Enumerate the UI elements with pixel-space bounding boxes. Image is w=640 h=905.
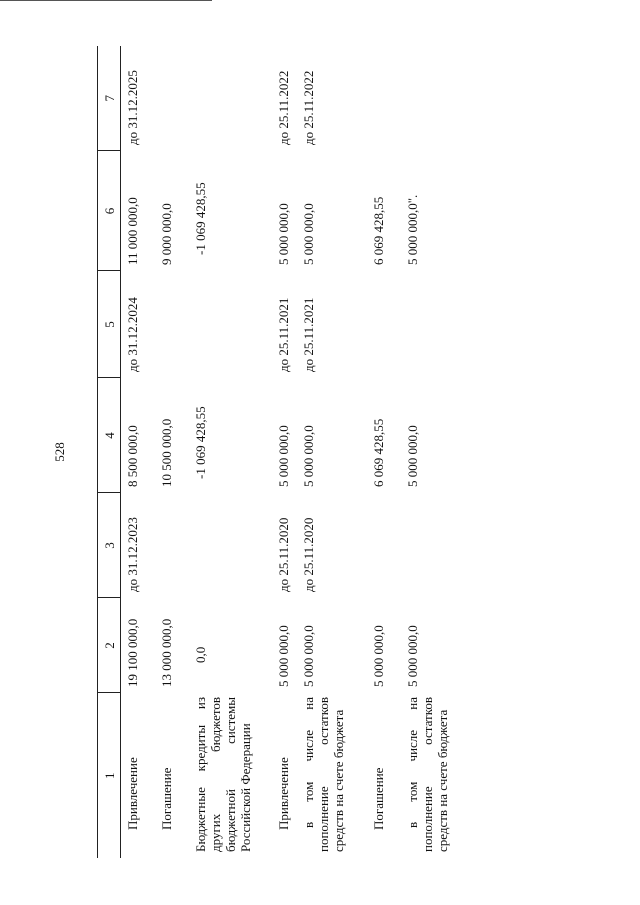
row-label: в том числе на пополнение остатков средств на счете бюджета	[404, 697, 450, 852]
table-cell: -1 069 428,55	[192, 406, 208, 479]
table-cell: 11 000 000,0	[125, 197, 140, 265]
table-row	[297, 46, 359, 858]
row-label: Бюджетные кредиты из других бюджетов бюджетной системы Российской Федерации	[192, 697, 253, 852]
column-header: 6	[98, 151, 121, 271]
table-cell: 19 100 000,0	[125, 618, 140, 687]
table-cell: 5 000 000,0	[300, 625, 316, 687]
table-cell: до 25.11.2020	[300, 517, 316, 592]
table-cell: до 25.11.2021	[275, 297, 291, 372]
table-cell	[155, 493, 189, 598]
row-label: Погашение	[158, 767, 174, 830]
column-header: 4	[98, 378, 121, 493]
column-header: 2	[98, 598, 121, 693]
rotated-table-container	[97, 46, 459, 858]
table-cell	[359, 493, 401, 598]
row-label: в том числе на пополнение остатков средств на счете бюджета	[300, 697, 346, 852]
table-cell: 8 500 000,0	[125, 425, 140, 487]
table-cell: 10 500 000,0	[158, 418, 174, 487]
table-cell: до 31.12.2023	[125, 517, 140, 592]
table-cell	[401, 46, 463, 151]
table-row	[155, 46, 189, 858]
table-cell: 5 000 000,0".	[404, 194, 420, 265]
column-header: 7	[98, 46, 121, 151]
table-cell: до 31.12.2025	[125, 70, 140, 145]
table-cell: 5 000 000,0	[404, 625, 420, 687]
table-cell	[189, 493, 259, 598]
table-cell	[401, 271, 463, 378]
table-cell: до 31.12.2024	[125, 297, 140, 372]
table-header-row	[98, 46, 121, 858]
table-cell: 13 000 000,0	[158, 618, 174, 687]
column-header: 5	[98, 271, 121, 378]
column-header: 3	[98, 493, 121, 598]
table-row	[121, 46, 155, 858]
table-cell: 5 000 000,0	[371, 625, 386, 687]
table-cell	[155, 46, 189, 151]
table-cell: до 25.11.2022	[275, 70, 291, 145]
table-row	[259, 46, 297, 858]
table-cell	[155, 271, 189, 378]
top-rule	[0, 0, 212, 1]
table-cell: 5 000 000,0	[275, 425, 291, 487]
table-cell: 5 000 000,0	[300, 425, 316, 487]
table-cell	[359, 46, 401, 151]
table-cell: до 25.11.2021	[300, 297, 316, 372]
table-row	[359, 46, 401, 858]
table-cell: до 25.11.2022	[300, 70, 316, 145]
table-cell: 5 000 000,0	[404, 425, 420, 487]
budget-table	[97, 46, 463, 858]
table-cell: 5 000 000,0	[275, 203, 291, 265]
row-label: Погашение	[371, 767, 386, 830]
table-row	[401, 46, 463, 858]
table-cell	[189, 46, 259, 151]
table-cell: -1 069 428,55	[192, 182, 208, 255]
column-header: 1	[98, 693, 121, 858]
table-cell	[401, 493, 463, 598]
table-cell: 5 000 000,0	[275, 625, 291, 687]
table-cell: 6 069 428,55	[371, 196, 386, 265]
table-cell: 5 000 000,0	[300, 203, 316, 265]
row-label: Привлечение	[275, 757, 291, 830]
table-row	[189, 46, 259, 858]
table-cell: 0,0	[192, 646, 208, 663]
table-cell: 6 069 428,55	[371, 418, 386, 487]
table-cell: 9 000 000,0	[158, 203, 174, 265]
table-cell	[359, 271, 401, 378]
page-number: 528	[52, 442, 67, 462]
row-label: Привлечение	[125, 757, 140, 830]
table-cell: до 25.11.2020	[275, 517, 291, 592]
table-cell	[189, 271, 259, 378]
